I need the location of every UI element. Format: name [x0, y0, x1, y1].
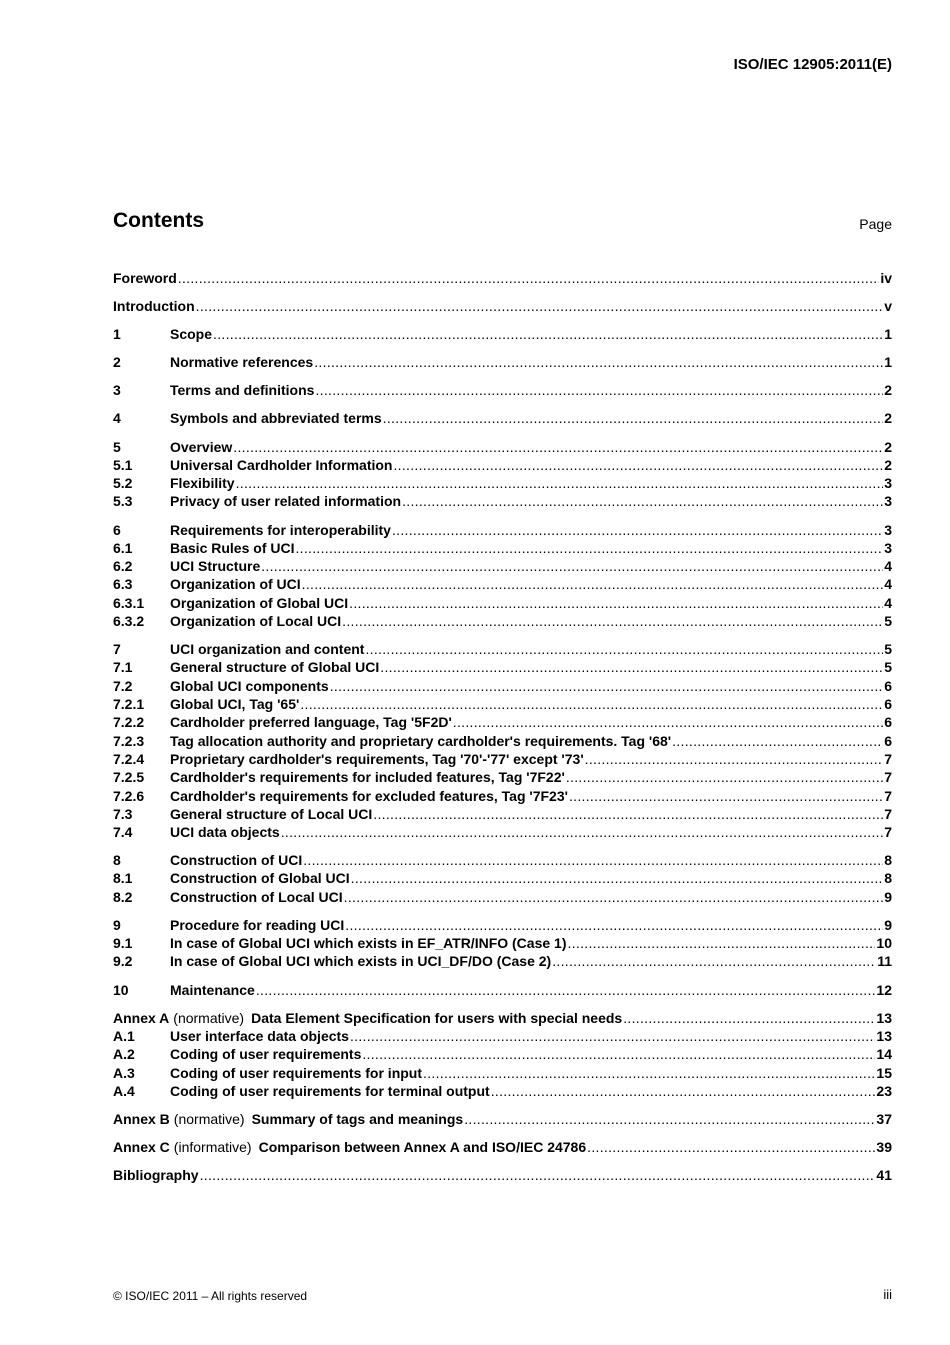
toc-annex-type: (normative): [173, 1110, 245, 1127]
toc-entry[interactable]: [113, 410, 892, 428]
toc-entry-page: 6: [884, 677, 892, 694]
toc-annex-label: Annex C: [113, 1139, 170, 1156]
toc-entry-page: 13: [876, 1027, 892, 1044]
toc-entry-title: Foreword: [113, 270, 177, 286]
toc-entry-number: 6.2: [113, 558, 133, 575]
toc-entry-page: 4: [884, 594, 892, 611]
toc-entry-page: 7: [884, 750, 892, 767]
toc-entry-page: 9: [884, 916, 892, 933]
toc-annex-label: Annex B: [113, 1110, 170, 1127]
toc-entry-page: 8: [884, 852, 892, 869]
toc-entry[interactable]: [113, 1083, 892, 1101]
dot-leader: [587, 1139, 875, 1155]
toc-entry-number: 6.3: [113, 576, 133, 593]
toc-entry-page: 3: [884, 539, 892, 556]
toc-entry-title: User interface data objects: [170, 1027, 349, 1044]
dot-leader: [213, 326, 883, 342]
toc-entry-title: Proprietary cardholder's requirements, Tag '70'-'77' except '73': [170, 750, 584, 767]
toc-entry-number: A.1: [113, 1027, 135, 1044]
toc-entry-title: Cardholder's requirements for included features, Tag '7F22': [170, 769, 565, 786]
toc-entry-title: Terms and definitions: [170, 382, 315, 399]
toc-entry-page: 7: [884, 769, 892, 786]
toc-entry-page: 2: [884, 382, 892, 399]
toc-entry-title: Global UCI components: [170, 677, 329, 694]
toc-entry[interactable]: [113, 613, 892, 631]
toc-entry-title: Privacy of user related information: [170, 493, 402, 510]
toc-entry[interactable]: [113, 733, 892, 751]
dot-leader: [423, 1065, 875, 1081]
toc-group: [113, 298, 892, 316]
toc-entry[interactable]: [113, 1028, 892, 1046]
toc-group: [113, 326, 892, 344]
dot-leader: [344, 889, 884, 905]
dot-leader: [373, 806, 883, 822]
toc-entry-page: 6: [884, 714, 892, 731]
toc-group: [113, 1139, 892, 1157]
dot-leader: [303, 852, 883, 868]
toc-entry[interactable]: [113, 576, 892, 594]
dot-leader: [261, 558, 883, 574]
toc-entry-number: 7.2: [113, 677, 133, 694]
toc-entry-title: Organization of UCI: [170, 576, 301, 593]
toc-entry[interactable]: [113, 298, 892, 316]
toc-group: [113, 1167, 892, 1185]
toc-entry-page: 11: [877, 953, 892, 970]
dot-leader: [349, 595, 883, 611]
toc-entry[interactable]: [113, 714, 892, 732]
toc-entry[interactable]: [113, 852, 892, 870]
toc-annex-type: (informative): [173, 1139, 252, 1156]
toc-entry-title: Normative references: [170, 354, 314, 371]
toc-entry-number: 7.2.6: [113, 787, 145, 804]
toc-entry[interactable]: [113, 751, 892, 769]
dot-leader: [196, 298, 884, 314]
toc-entry-title: Maintenance: [170, 981, 255, 998]
dot-leader: [623, 1010, 875, 1026]
toc-entry[interactable]: [113, 1065, 892, 1083]
toc-entry-page: 6: [884, 696, 892, 713]
toc-entry-title: UCI Structure: [170, 558, 261, 575]
toc-entry[interactable]: [113, 475, 892, 493]
toc-group: [113, 270, 892, 288]
dot-leader: [330, 678, 884, 694]
toc-entry[interactable]: [113, 769, 892, 787]
toc-entry-number: 7.3: [113, 805, 133, 822]
toc-entry-page: 7: [884, 824, 892, 841]
toc-entry-title: Summary of tags and meanings: [251, 1110, 464, 1127]
toc-entry-number: 3: [113, 382, 121, 399]
toc-entry-page: 1: [884, 354, 892, 371]
toc-entry-number: 2: [113, 354, 121, 371]
toc-entry-number: A.2: [113, 1046, 135, 1063]
toc-entry-page: 23: [876, 1082, 892, 1099]
toc-entry-number: 5: [113, 438, 121, 455]
toc-entry-title: In case of Global UCI which exists in UCI_DF/DO (Case 2): [170, 953, 552, 970]
toc-entry-page: 5: [884, 659, 892, 676]
toc-entry[interactable]: [113, 1046, 892, 1064]
toc-entry-number: 7.1: [113, 659, 133, 676]
toc-entry-number: 7.2.1: [113, 696, 145, 713]
toc-entry-number: 7.2.2: [113, 714, 145, 731]
toc-entry-number: 8.2: [113, 888, 133, 905]
dot-leader: [402, 493, 883, 509]
toc-entry-title: Basic Rules of UCI: [170, 539, 295, 556]
toc-entry-title: Coding of user requirements for terminal output: [170, 1082, 490, 1099]
toc-entry-number: 9.1: [113, 935, 133, 952]
toc-entry[interactable]: [113, 870, 892, 888]
toc-annex-type: (normative): [173, 1009, 245, 1026]
toc-entry-page: 13: [876, 1009, 892, 1026]
toc-annex-heading: [113, 1010, 622, 1026]
toc-entry-number: 7.2.3: [113, 732, 145, 749]
toc-entry-page: 9: [884, 888, 892, 905]
toc-entry[interactable]: [113, 696, 892, 714]
toc-entry-number: 7.2.5: [113, 769, 145, 786]
toc-group: [113, 1111, 892, 1129]
toc-group: [113, 982, 892, 1000]
toc-annex-heading: [113, 1139, 586, 1155]
toc-entry[interactable]: [113, 522, 892, 540]
dot-leader: [351, 870, 884, 886]
toc-entry-page: 39: [876, 1139, 892, 1156]
toc-entry-number: 5.1: [113, 456, 133, 473]
toc-entry[interactable]: [113, 982, 892, 1000]
dot-leader: [350, 1028, 875, 1044]
dot-leader: [552, 953, 876, 969]
dot-leader: [302, 576, 884, 592]
toc-entry[interactable]: [113, 439, 892, 457]
toc-entry-page: 1: [884, 326, 892, 343]
dot-leader: [585, 751, 884, 767]
toc-entry-title: UCI organization and content: [170, 641, 365, 658]
toc-entry-title: Symbols and abbreviated terms: [170, 410, 382, 427]
dot-leader: [178, 270, 880, 286]
toc-entry-title: Construction of Global UCI: [170, 870, 350, 887]
toc-entry-page: 3: [884, 493, 892, 510]
dot-leader: [380, 659, 883, 675]
toc-entry-page: 5: [884, 613, 892, 630]
toc-entry-number: 6.3.2: [113, 613, 145, 630]
dot-leader: [295, 540, 883, 556]
toc-entry-page: 15: [876, 1064, 892, 1081]
toc-entry-number: 4: [113, 410, 121, 427]
toc-entry-title: General structure of Global UCI: [170, 659, 380, 676]
toc-entry-page: 37: [876, 1110, 892, 1127]
toc-entry-page: 3: [884, 475, 892, 492]
dot-leader: [200, 1167, 876, 1183]
toc-entry-title: Introduction: [113, 298, 195, 315]
toc-entry[interactable]: [113, 659, 892, 677]
toc-entry-page: 14: [876, 1046, 892, 1063]
toc-entry-title: Tag allocation authority and proprietary cardholder's requirements. Tag '68': [170, 732, 672, 749]
toc-group: [113, 917, 892, 972]
toc-entry[interactable]: [113, 558, 892, 576]
toc-entry-page: 2: [884, 410, 892, 427]
toc-entry[interactable]: [113, 354, 892, 372]
toc-group: [113, 410, 892, 428]
toc-entry-page: 2: [884, 456, 892, 473]
toc-entry-number: 7.2.4: [113, 750, 145, 767]
toc-entry-number: 9.2: [113, 953, 133, 970]
toc-entry-title: Comparison between Annex A and ISO/IEC 24786: [258, 1139, 587, 1156]
toc-entry-title: Coding of user requirements: [170, 1046, 362, 1063]
toc-entry-title: Bibliography: [113, 1167, 199, 1184]
toc-entry-page: 10: [876, 935, 892, 952]
toc-entry-number: 10: [113, 981, 129, 998]
toc-entry-title: Data Element Specification for users with special needs: [251, 1009, 623, 1026]
dot-leader: [300, 696, 883, 712]
toc-entry[interactable]: [113, 806, 892, 824]
toc-entry-title: Construction of UCI: [170, 852, 303, 869]
toc-entry-number: 6.1: [113, 539, 133, 556]
toc-entry-title: Procedure for reading UCI: [170, 916, 345, 933]
toc-entry[interactable]: [113, 824, 892, 842]
toc-entry[interactable]: [113, 1139, 892, 1157]
dot-leader: [342, 613, 883, 629]
toc-entry-title: Organization of Global UCI: [170, 594, 349, 611]
toc-entry[interactable]: [113, 1010, 892, 1028]
toc-group: [113, 354, 892, 372]
toc-group: [113, 382, 892, 400]
table-of-contents: [113, 270, 892, 1195]
toc-entry[interactable]: [113, 917, 892, 935]
toc-entry[interactable]: [113, 493, 892, 511]
dot-leader: [383, 410, 884, 426]
toc-entry-number: 7: [113, 641, 121, 658]
toc-entry-title: Flexibility: [170, 475, 235, 492]
dot-leader: [393, 457, 883, 473]
toc-entry-title: Universal Cardholder Information: [170, 456, 393, 473]
dot-leader: [314, 354, 883, 370]
toc-group: [113, 641, 892, 842]
toc-entry-title: Cardholder's requirements for excluded features, Tag '7F23': [170, 787, 568, 804]
copyright-notice: © ISO/IEC 2011 – All rights reserved: [113, 1289, 308, 1303]
toc-entry-number: 5.3: [113, 493, 133, 510]
dot-leader: [345, 917, 883, 933]
toc-entry[interactable]: [113, 935, 892, 953]
dot-leader: [392, 522, 883, 538]
toc-entry-page: 41: [876, 1167, 892, 1184]
toc-entry-page: 7: [884, 805, 892, 822]
dot-leader: [315, 382, 883, 398]
dot-leader: [233, 439, 883, 455]
toc-entry-title: Organization of Local UCI: [170, 613, 342, 630]
toc-entry-number: 9: [113, 916, 121, 933]
toc-entry-page: 5: [884, 641, 892, 658]
dot-leader: [566, 769, 883, 785]
toc-entry-title: In case of Global UCI which exists in EF_ATR/INFO (Case 1): [170, 935, 567, 952]
toc-entry-number: 6: [113, 521, 121, 538]
toc-entry-page: 4: [884, 558, 892, 575]
toc-entry-number: 6.3.1: [113, 594, 145, 611]
toc-entry[interactable]: [113, 540, 892, 558]
dot-leader: [362, 1046, 875, 1062]
toc-group: [113, 1010, 892, 1101]
toc-entry-page: 4: [884, 576, 892, 593]
toc-entry-title: Overview: [170, 438, 233, 455]
toc-entry-number: 7.4: [113, 824, 133, 841]
toc-entry[interactable]: [113, 457, 892, 475]
toc-entry-number: 5.2: [113, 475, 133, 492]
toc-entry[interactable]: [113, 889, 892, 907]
dot-leader: [569, 788, 883, 804]
toc-entry-title: General structure of Local UCI: [170, 805, 373, 822]
dot-leader: [365, 641, 883, 657]
toc-entry-page: 8: [884, 870, 892, 887]
toc-entry-title: Scope: [170, 326, 213, 343]
toc-group: [113, 522, 892, 632]
toc-entry-title: Requirements for interoperability: [170, 521, 391, 538]
toc-entry-title: UCI data objects: [170, 824, 280, 841]
toc-entry-page: iv: [880, 270, 892, 286]
toc-entry-title: Coding of user requirements for input: [170, 1064, 423, 1081]
dot-leader: [672, 733, 883, 749]
toc-entry[interactable]: [113, 1167, 892, 1185]
document-id: ISO/IEC 12905:2011(E): [733, 56, 892, 73]
toc-entry-page: 7: [884, 787, 892, 804]
toc-entry-title: Cardholder preferred language, Tag '5F2D': [170, 714, 452, 731]
toc-entry[interactable]: [113, 382, 892, 400]
page-number: iii: [883, 1287, 892, 1302]
toc-entry[interactable]: [113, 953, 892, 971]
toc-entry-page: 12: [876, 981, 892, 998]
dot-leader: [568, 935, 876, 951]
page-column-label: Page: [859, 216, 892, 232]
toc-entry-title: Global UCI, Tag '65': [170, 696, 300, 713]
toc-entry-number: A.3: [113, 1064, 135, 1081]
page-title: Contents: [113, 209, 204, 232]
toc-entry-number: 8.1: [113, 870, 133, 887]
toc-entry[interactable]: [113, 270, 892, 288]
dot-leader: [256, 982, 876, 998]
dot-leader: [464, 1111, 875, 1127]
dot-leader: [281, 824, 884, 840]
toc-entry[interactable]: [113, 595, 892, 613]
dot-leader: [491, 1083, 876, 1099]
dot-leader: [453, 714, 883, 730]
toc-group: [113, 852, 892, 907]
toc-entry-page: 3: [884, 521, 892, 538]
toc-entry-page: v: [884, 298, 892, 315]
toc-entry-number: 8: [113, 852, 121, 869]
toc-entry-number: 1: [113, 326, 121, 343]
toc-entry[interactable]: [113, 788, 892, 806]
toc-entry[interactable]: [113, 1111, 892, 1129]
toc-entry[interactable]: [113, 326, 892, 344]
dot-leader: [236, 475, 884, 491]
toc-annex-label: Annex A: [113, 1009, 170, 1026]
toc-group: [113, 439, 892, 512]
toc-entry-title: Construction of Local UCI: [170, 888, 343, 905]
toc-entry[interactable]: [113, 641, 892, 659]
toc-entry[interactable]: [113, 678, 892, 696]
toc-entry-number: A.4: [113, 1082, 135, 1099]
toc-entry-page: 2: [884, 438, 892, 455]
toc-entry-page: 6: [884, 732, 892, 749]
toc-annex-heading: [113, 1111, 463, 1127]
